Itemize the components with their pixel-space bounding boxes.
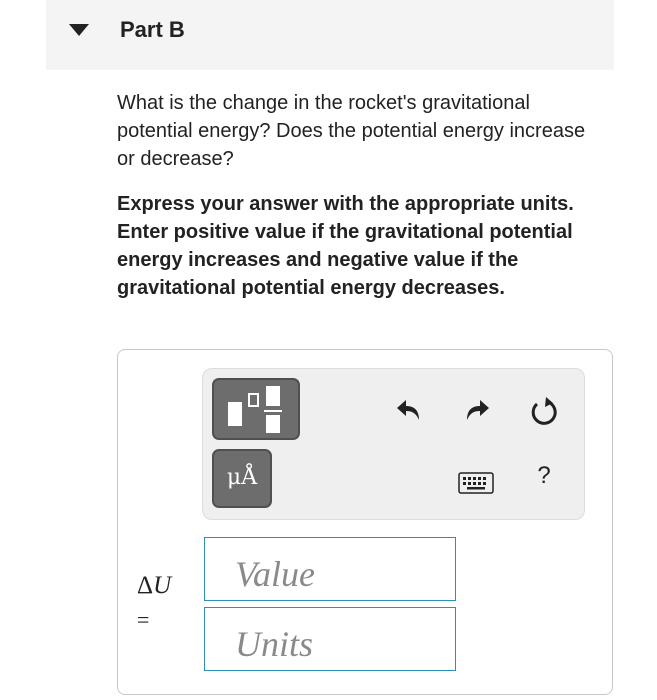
keyboard-icon[interactable] — [458, 472, 494, 494]
redo-icon[interactable] — [462, 394, 492, 424]
templates-button[interactable] — [212, 378, 300, 440]
question-text: What is the change in the rocket's gravitational potential energy? Does the potential energy increase or decrease? — [117, 92, 586, 170]
templates-icon — [214, 380, 298, 438]
delta-u-label — [137, 572, 171, 600]
u-symbol: U — [153, 572, 172, 599]
reset-icon[interactable] — [528, 396, 560, 428]
undo-icon[interactable] — [394, 394, 424, 424]
help-button[interactable]: ? — [537, 462, 551, 489]
delta-symbol: Δ — [137, 572, 154, 599]
units-input[interactable] — [204, 607, 456, 671]
units-button-label: μÅ — [226, 465, 258, 490]
part-title: Part B — [120, 17, 185, 42]
instructions-text: Express your answer with the appropriate units. Enter positive value if the gravitational potential energy increases and negative value if the gravitational potential energy decreases. — [117, 193, 574, 299]
equals-sign: = — [137, 607, 150, 632]
value-input[interactable] — [204, 537, 456, 601]
units-button[interactable] — [212, 449, 272, 508]
caret-down-icon[interactable] — [67, 22, 91, 38]
